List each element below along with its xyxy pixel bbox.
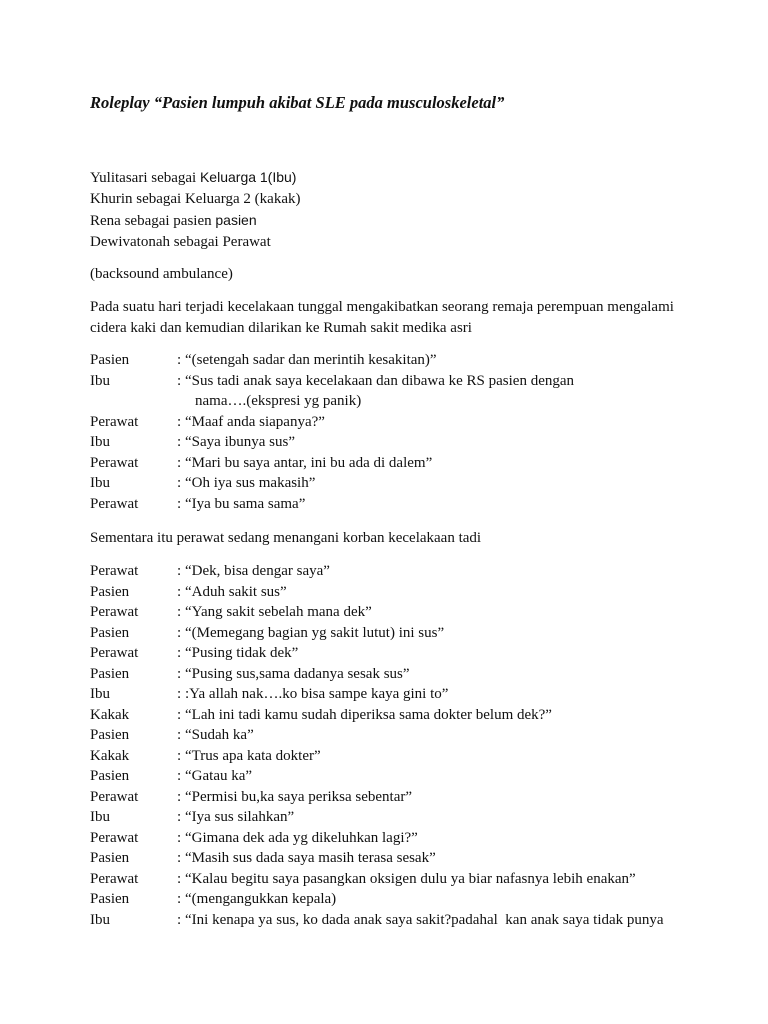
speaker-name: Ibu xyxy=(90,434,110,450)
speaker-name: Perawat xyxy=(90,788,139,805)
dialogue-text: “Mari bu saya antar, ini bu ada di dalem” xyxy=(185,454,433,471)
speaker-name: Pasien xyxy=(90,891,130,907)
speaker-name: Ibu xyxy=(90,809,110,825)
dialogue-line xyxy=(90,350,710,371)
dialogue-line xyxy=(90,473,710,494)
dialogue-text: “Permisi bu,ka saya periksa sebentar” xyxy=(185,788,412,805)
dialogue-line xyxy=(90,453,710,474)
speaker-name: Ibu xyxy=(90,475,110,491)
cast-name: Yulitasari sebagai xyxy=(90,170,200,186)
dialogue-text: “Pusing sus,sama dadanya sesak sus” xyxy=(185,665,410,682)
cast-name: Dewivatonah sebagai Perawat xyxy=(90,234,271,250)
dialogue-line xyxy=(90,561,710,582)
speaker-colon: : xyxy=(177,870,182,887)
dialogue-text: “Iya bu sama sama” xyxy=(185,495,306,512)
cast-line xyxy=(90,189,300,210)
speaker-name: Ibu xyxy=(90,686,110,702)
speaker-spacer xyxy=(90,391,177,412)
colon-spacer xyxy=(177,391,185,412)
speaker-name: Perawat xyxy=(90,870,139,887)
speaker-name: Pasien xyxy=(90,768,130,784)
dialogue-text: “Maaf anda siapanya?” xyxy=(185,413,325,430)
dialogue-line xyxy=(90,807,710,828)
dialogue-line xyxy=(90,432,710,453)
dialogue-line xyxy=(90,746,710,767)
document-title: Roleplay “Pasien lumpuh akibat SLE pada musculoskeletal” xyxy=(90,93,505,112)
dialogue-text: “Sus tadi anak saya kecelakaan dan dibawa ke RS pasien dengan xyxy=(185,372,575,389)
dialogue-text: “Iya sus silahkan” xyxy=(185,809,295,825)
dialogue-continuation xyxy=(90,391,710,412)
dialogue-line xyxy=(90,766,710,787)
cast-role: Keluarga 1(Ibu) xyxy=(199,169,297,185)
speaker-name: Perawat xyxy=(90,495,139,512)
dialogue-line xyxy=(90,623,710,644)
dialogue-text: “Masih sus dada saya masih terasa sesak” xyxy=(185,850,436,866)
dialogue-line xyxy=(90,582,710,603)
cast-line xyxy=(90,210,300,232)
speaker-name: Kakak xyxy=(90,747,130,764)
cast-name: Khurin sebagai Keluarga 2 (kakak) xyxy=(90,191,301,207)
speaker-colon: : xyxy=(177,604,182,620)
speaker-colon: : xyxy=(177,583,182,600)
speaker-colon: : xyxy=(177,454,182,471)
dialogue-line xyxy=(90,602,710,623)
speaker-name: Kakak xyxy=(90,706,130,723)
dialogue-text: “Gimana dek ada yg dikeluhkan lagi?” xyxy=(185,829,418,846)
dialogue-line xyxy=(90,725,710,746)
dialogue-text: “Lah ini tadi kamu sudah diperiksa sama dokter belum dek?” xyxy=(185,706,552,723)
speaker-colon: : xyxy=(177,788,182,805)
dialogue-line xyxy=(90,664,710,685)
speaker-colon: : xyxy=(177,911,182,928)
speaker-colon: : xyxy=(177,475,182,491)
cast-name: Rena sebagai pasien xyxy=(90,213,216,229)
speaker-colon: : xyxy=(177,768,182,784)
dialogue-line xyxy=(90,869,710,890)
dialogue-text: “Sudah ka” xyxy=(185,727,254,743)
backsound-note: (backsound ambulance) xyxy=(90,266,233,282)
speaker-name: Perawat xyxy=(90,645,139,661)
speaker-colon: : xyxy=(177,747,182,764)
dialogue-text: “Ini kenapa ya sus, ko dada anak saya sakit?padahal kan anak saya tidak punya xyxy=(185,911,664,928)
cast-line xyxy=(90,167,300,189)
speaker-colon: : xyxy=(177,372,182,389)
dialogue-text: “Pusing tidak dek” xyxy=(185,645,299,661)
speaker-name: Pasien xyxy=(90,727,130,743)
speaker-colon: : xyxy=(177,352,182,368)
speaker-colon: : xyxy=(177,495,182,512)
dialogue-line xyxy=(90,889,710,910)
dialogue-text: “Trus apa kata dokter” xyxy=(185,747,321,764)
dialogue-text: “Kalau begitu saya pasangkan oksigen dulu ya biar nafasnya lebih enakan” xyxy=(185,870,636,887)
speaker-name: Perawat xyxy=(90,454,139,471)
speaker-colon: : xyxy=(177,624,182,641)
dialogue-scene-1 xyxy=(90,350,710,514)
speaker-colon: : xyxy=(177,829,182,846)
cast-list xyxy=(90,167,300,253)
speaker-name: Ibu xyxy=(90,372,110,389)
dialogue-text: “Aduh sakit sus” xyxy=(185,583,287,600)
intro-paragraph: Pada suatu hari terjadi kecelakaan tunggal mengakibatkan seorang remaja perempuan mengalami cidera kaki dan kemudian dilarikan ke Rumah sakit medika asri xyxy=(90,299,674,336)
speaker-name: Pasien xyxy=(90,352,130,368)
cast-role: pasien xyxy=(215,212,257,228)
speaker-colon: : xyxy=(177,891,182,907)
dialogue-text: :Ya allah nak….ko bisa sampe kaya gini to” xyxy=(185,686,449,702)
speaker-name: Pasien xyxy=(90,583,130,600)
speaker-name: Pasien xyxy=(90,665,130,682)
dialogue-line xyxy=(90,684,710,705)
speaker-colon: : xyxy=(177,706,182,723)
speaker-colon: : xyxy=(177,809,182,825)
speaker-name: Perawat xyxy=(90,563,139,579)
dialogue-text: “(setengah sadar dan merintih kesakitan)” xyxy=(185,352,437,368)
speaker-name: Ibu xyxy=(90,911,110,928)
speaker-name: Perawat xyxy=(90,413,139,430)
dialogue-text: “Saya ibunya sus” xyxy=(185,434,295,450)
dialogue-text: “Yang sakit sebelah mana dek” xyxy=(185,604,372,620)
dialogue-text: “(Memegang bagian yg sakit lutut) ini sus” xyxy=(185,624,445,641)
dialogue-text-continuation: nama….(ekspresi yg panik) xyxy=(195,393,362,409)
dialogue-text: “Dek, bisa dengar saya” xyxy=(185,563,330,579)
dialogue-line xyxy=(90,412,710,433)
speaker-colon: : xyxy=(177,563,182,579)
speaker-name: Pasien xyxy=(90,850,130,866)
dialogue-text: “(mengangukkan kepala) xyxy=(185,891,337,907)
speaker-name: Perawat xyxy=(90,604,139,620)
dialogue-line xyxy=(90,705,710,726)
speaker-colon: : xyxy=(177,665,182,682)
speaker-colon: : xyxy=(177,413,182,430)
dialogue-line xyxy=(90,494,710,515)
dialogue-line xyxy=(90,848,710,869)
dialogue-line xyxy=(90,643,710,664)
speaker-colon: : xyxy=(177,850,182,866)
dialogue-text: “Oh iya sus makasih” xyxy=(185,475,316,491)
dialogue-line xyxy=(90,371,710,392)
speaker-name: Pasien xyxy=(90,624,130,641)
speaker-colon: : xyxy=(177,434,182,450)
speaker-colon: : xyxy=(177,686,182,702)
transition-paragraph: Sementara itu perawat sedang menangani korban kecelakaan tadi xyxy=(90,530,482,546)
dialogue-line xyxy=(90,828,710,849)
speaker-colon: : xyxy=(177,645,182,661)
speaker-name: Perawat xyxy=(90,829,139,846)
dialogue-scene-2 xyxy=(90,561,710,930)
cast-line xyxy=(90,232,300,253)
dialogue-text: “Gatau ka” xyxy=(185,768,253,784)
speaker-colon: : xyxy=(177,727,182,743)
dialogue-line xyxy=(90,910,710,931)
dialogue-line xyxy=(90,787,710,808)
